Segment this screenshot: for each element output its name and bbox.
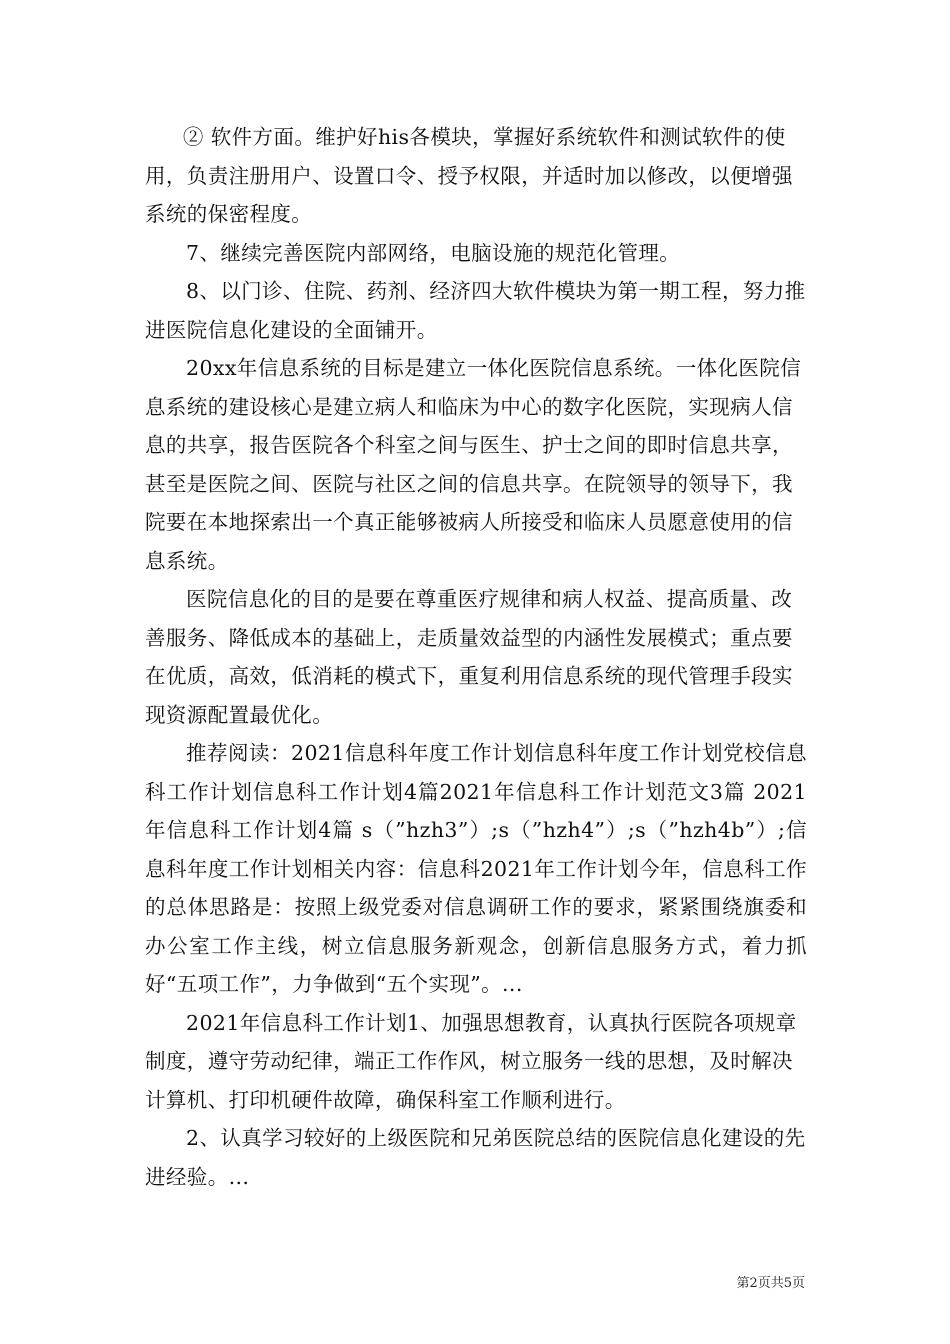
paragraph-informatization-purpose: 医院信息化的目的是要在尊重医疗规律和病人权益、提高质量、改善服务、降低成本的基础上，走质量效益型的内涵性发展模式；重点要在优质，高效，低消耗的模式下，重复利用信息系统的现代管理手段实现资源配置最优化。 — [145, 587, 793, 727]
paragraph-work-plan-1: 2021年信息科工作计划1、加强思想教育，认真执行医院各项规章制度，遵守劳动纪律，端正工作作风，树立服务一线的思想，及时解决计算机、打印机硬件故障，确保科室工作顺利进行。 — [145, 1010, 797, 1112]
paragraph-software: ② 软件方面。维护好his各模块，掌握好系统软件和测试软件的使用，负责注册用户、设置口令、授予权限，并适时加以修改，以便增强系统的保密程度。 — [145, 125, 793, 226]
paragraph-system-goal: 20xx年信息系统的目标是建立一体化医院信息系统。一体化医院信息系统的建设核心是建立病人和临床为中心的数字化医院，实现病人信息的共享，报告医院各个科室之间与医生、护士之间的即时信息共享，甚至是医院之间、医院与社区之间的信息共享。在院领导的领导下，我院要在本地探索出一个真正能够被病人所接受和临床人员愿意使用的信息系统。 — [145, 356, 802, 573]
paragraph-work-plan-2: 2、认真学习较好的上级医院和兄弟医院总结的医院信息化建设的先进经验。... — [145, 1126, 806, 1189]
paragraph-item-7: 7、继续完善医院内部网络，电脑设施的规范化管理。 — [186, 240, 681, 265]
paragraph-item-8: 8、以门诊、住院、药剂、经济四大软件模块为第一期工程，努力推进医院信息化建设的全面铺开。 — [145, 279, 806, 342]
page-number: 第2页共5页 — [736, 1276, 805, 1291]
document-body — [145, 118, 807, 1196]
paragraph-recommended-reading: 推荐阅读：2021信息科年度工作计划信息科年度工作计划党校信息科工作计划信息科工作计划4篇2021年信息科工作计划范文3篇 2021年信息科工作计划4篇 s（”hzh3”）;s（”hzh4”）;s（”hzh4b”）;信息科年度工作计划相关内容：信息科2021年工作计划今年，信息科工作的总体思路是：按照上级党委对信息调研工作的要求，紧紧围绕旗委和办公室工作主线，树立信息服务新观念，创新信息服务方式，着力抓好“五项工作”，力争做到“五个实现”。... — [145, 741, 807, 996]
